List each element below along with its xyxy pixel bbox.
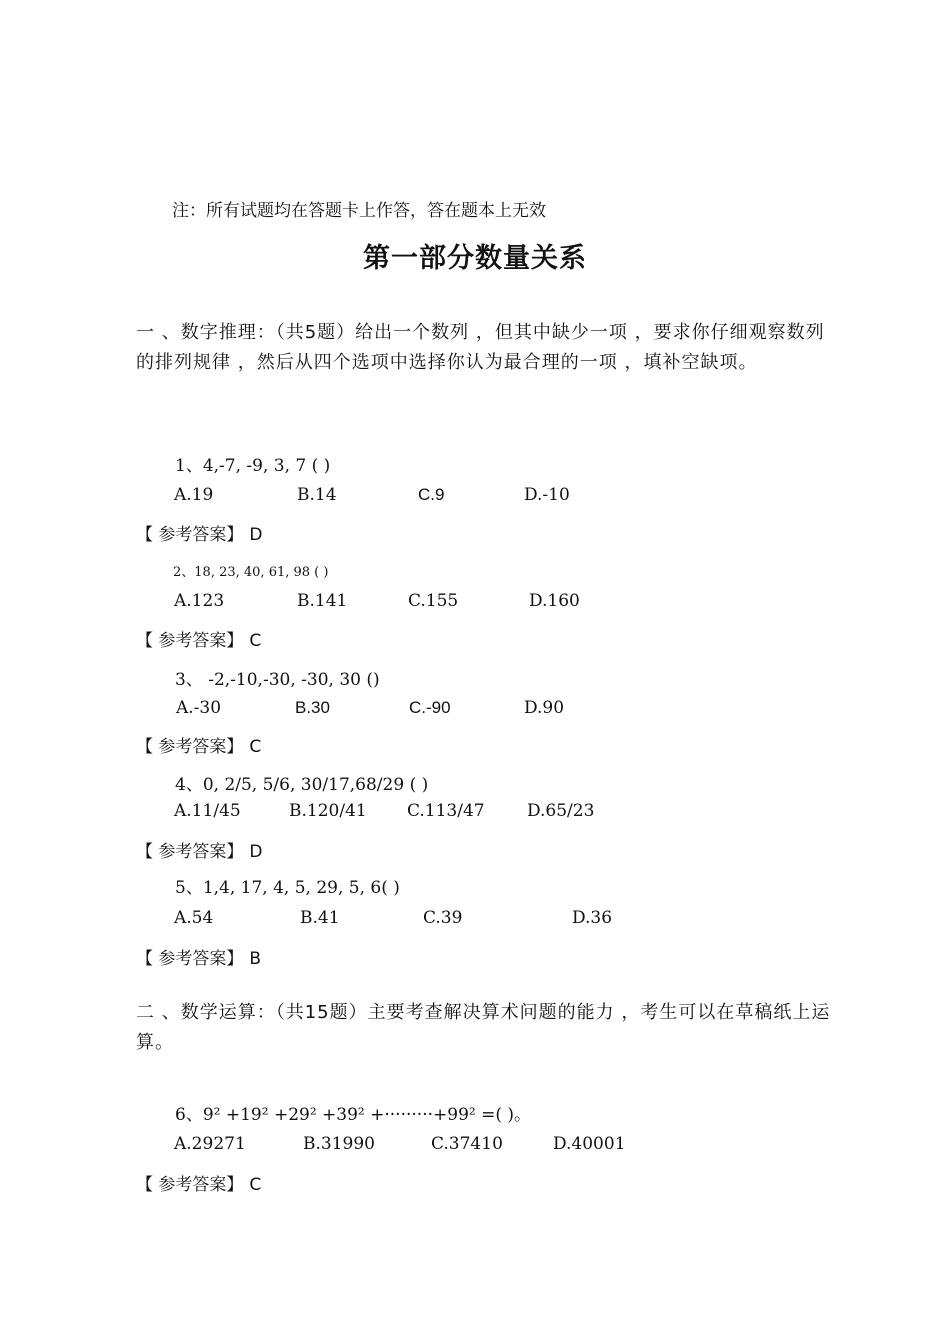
question-2: 2、18, 23, 40, 61, 98 ( ) bbox=[173, 565, 329, 580]
page-title: 第一部分数量关系 bbox=[363, 243, 587, 274]
q6-answer bbox=[136, 1170, 261, 1195]
q5-answer bbox=[136, 944, 261, 969]
q2-option-c: C.155 bbox=[408, 591, 459, 611]
q1-answer bbox=[136, 520, 263, 545]
q2-option-a: A.123 bbox=[174, 591, 225, 611]
answer-value: B bbox=[249, 949, 262, 969]
q1-option-c: C.9 bbox=[418, 485, 445, 504]
q6-option-b: B.31990 bbox=[303, 1134, 375, 1154]
answer-value: D bbox=[249, 525, 263, 545]
q2-option-b: B.141 bbox=[297, 591, 348, 611]
q5-option-c: C.39 bbox=[423, 908, 463, 928]
q6-option-c: C.37410 bbox=[431, 1134, 503, 1154]
section-number-reasoning-intro: 一 、数字推理：（共5题）给出一个数列 ，但其中缺少一项 ，要求你仔细观察数列的排列规律 ，然后从四个选项中选择你认为最合理的一项 ，填补空缺项。 bbox=[136, 322, 825, 373]
q5-option-b: B.41 bbox=[300, 908, 340, 928]
answer-label: 【 参考答案】 bbox=[136, 525, 244, 545]
answer-value: C bbox=[249, 631, 262, 651]
answer-label: 【 参考答案】 bbox=[136, 842, 244, 862]
question-4: 4、0, 2/5, 5/6, 30/17,68/29 ( ) bbox=[175, 775, 429, 795]
answer-label: 【 参考答案】 bbox=[136, 1175, 244, 1195]
q4-option-b: B.120/41 bbox=[289, 801, 367, 821]
section-math-operations-intro: 二 、数学运算：（共15题）主要考查解决算术问题的能力 ，考生可以在草稿纸上运算。 bbox=[136, 1002, 831, 1053]
q4-option-d: D.65/23 bbox=[527, 801, 595, 821]
answer-value: D bbox=[249, 842, 263, 862]
q6-option-a: A.29271 bbox=[174, 1134, 246, 1154]
q1-option-a: A.19 bbox=[174, 485, 214, 505]
q2-answer bbox=[136, 626, 261, 651]
answer-value: C bbox=[249, 737, 262, 757]
question-6: 6、9² +19² +29² +39² +·········+99² =( )。 bbox=[175, 1105, 532, 1125]
question-3: 3、 -2,-10,-30, -30, 30 () bbox=[175, 670, 380, 690]
q4-answer bbox=[136, 837, 263, 862]
q3-option-d: D.90 bbox=[524, 698, 565, 718]
q3-option-c: C.-90 bbox=[409, 698, 451, 717]
q4-option-c: C.113/47 bbox=[407, 801, 485, 821]
q1-option-d: D.-10 bbox=[524, 485, 570, 505]
q1-option-b: B.14 bbox=[297, 485, 337, 505]
q5-option-a: A.54 bbox=[174, 908, 214, 928]
q6-option-d: D.40001 bbox=[553, 1134, 626, 1154]
answer-value: C bbox=[249, 1175, 262, 1195]
q3-answer bbox=[136, 732, 261, 757]
question-1: 1、4,-7, -9, 3, 7 ( ) bbox=[175, 456, 331, 476]
answer-label: 【 参考答案】 bbox=[136, 949, 244, 969]
q3-option-b: B.30 bbox=[295, 698, 330, 717]
q3-option-a: A.-30 bbox=[176, 698, 222, 718]
question-5: 5、1,4, 17, 4, 5, 29, 5, 6( ) bbox=[175, 878, 400, 898]
q4-option-a: A.11/45 bbox=[174, 801, 241, 821]
exam-note: 注：所有试题均在答题卡上作答，答在题本上无效 bbox=[172, 201, 546, 221]
q5-option-d: D.36 bbox=[572, 908, 613, 928]
answer-label: 【 参考答案】 bbox=[136, 631, 244, 651]
answer-label: 【 参考答案】 bbox=[136, 737, 244, 757]
q2-option-d: D.160 bbox=[529, 591, 580, 611]
